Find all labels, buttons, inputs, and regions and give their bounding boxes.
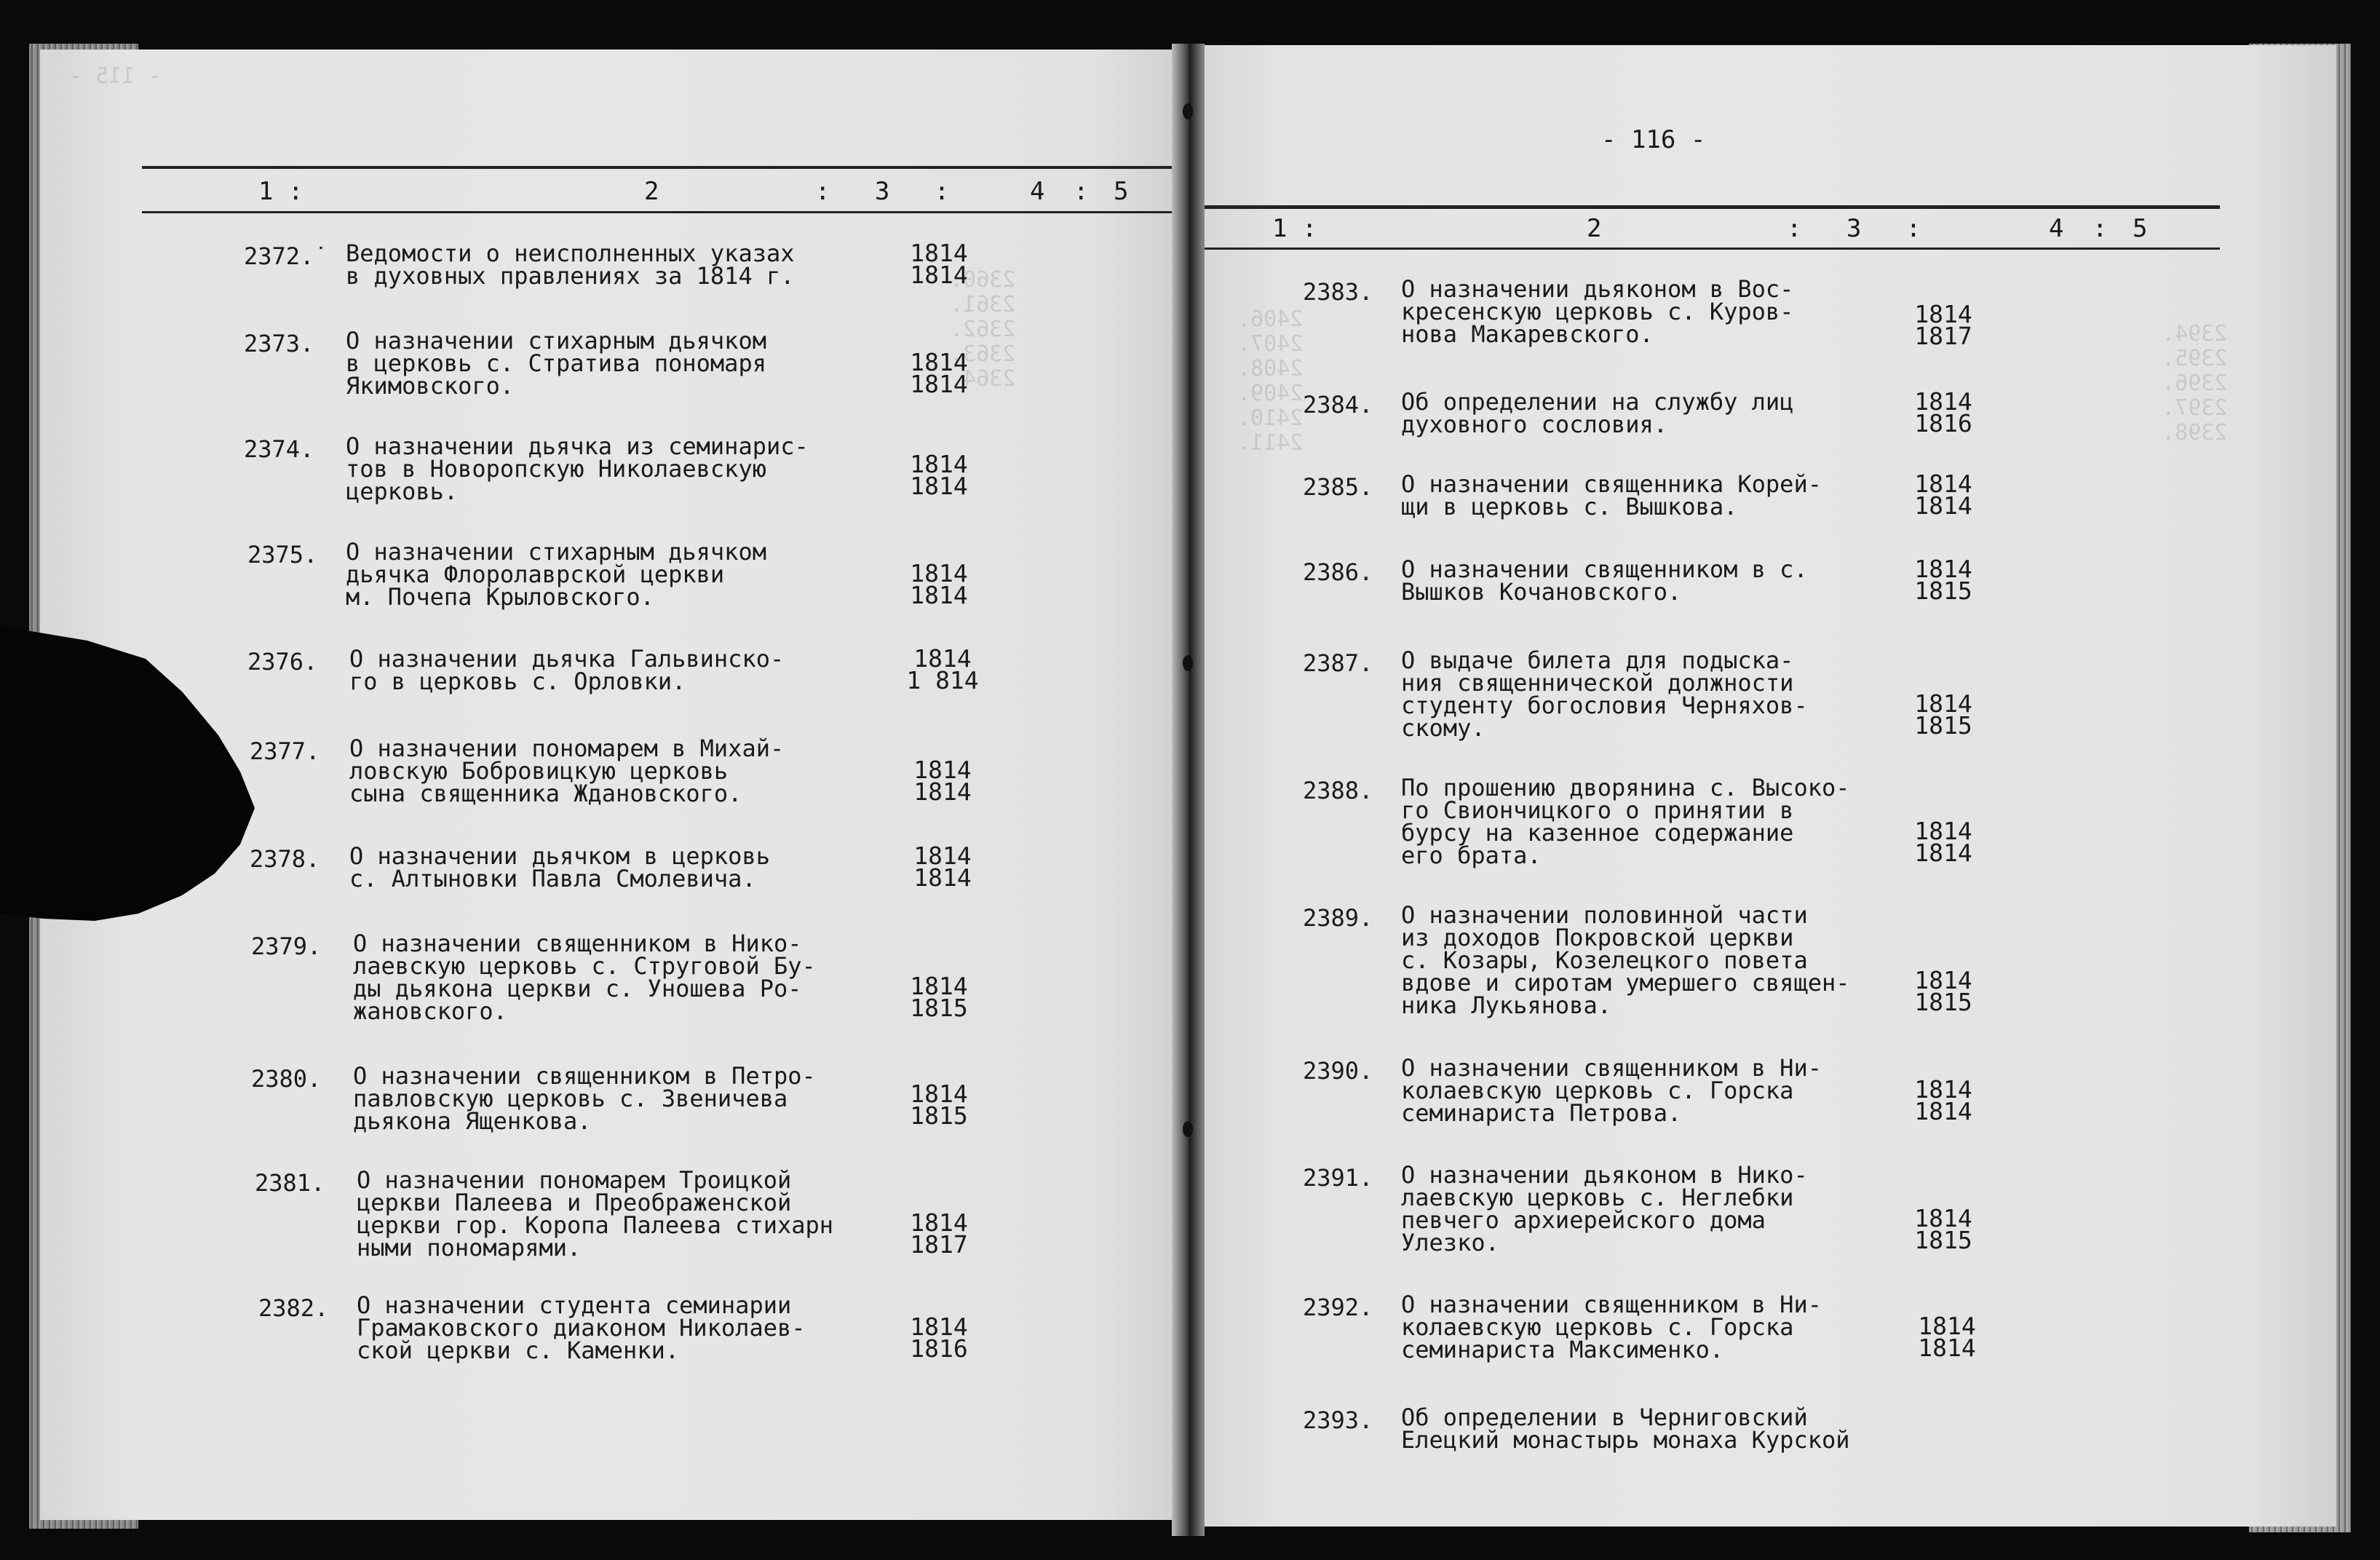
entry-title: По прошению дворянина с. Высоко- го Свиончицкого о принятии в бурсу на казенное содержание его брата.: [1401, 774, 1850, 869]
entry-number: 2373.: [244, 330, 314, 357]
entry-years: 1814 1817: [1914, 300, 1972, 350]
col-header-sep: :: [1074, 177, 1089, 206]
entry-title: О назначении священником в с. Вышков Кочановского.: [1401, 555, 1808, 606]
bleed-through-text: 2394. 2395. 2396. 2397. 2398.: [2162, 321, 2228, 446]
entry-years: 1814 1814: [910, 239, 968, 289]
entry-number: 2375.: [247, 541, 318, 569]
entry-number: 2374.: [244, 435, 314, 463]
col-header-3: : 3 :: [1787, 214, 1921, 243]
entry-title: О назначении студента семинарии Грамаковского диаконом Николаев- ской церкви с. Каменки.: [357, 1291, 806, 1364]
entry-years: 1814 1816: [1914, 387, 1972, 437]
entry-years: 1814 1817: [910, 1208, 968, 1259]
entry-number: 2389.: [1303, 904, 1373, 932]
entry-years: 1814 1814: [910, 559, 968, 609]
entry-number: 2391.: [1303, 1164, 1373, 1192]
entry-number: 2378.: [250, 845, 320, 873]
entry-number: 2380.: [251, 1065, 322, 1093]
entry-title: О назначении стихарным дьячком в церковь с. Стратива пономаря Якимовского.: [346, 327, 766, 400]
col-header-1: 1 :: [1272, 214, 1317, 243]
col-header-4: 4: [2049, 214, 2064, 243]
entry-years: 1814 1 814: [906, 644, 979, 694]
col-header-5: 5: [2133, 214, 2148, 243]
col-header-4: 4: [1030, 177, 1045, 206]
entry-number: 2382.: [258, 1294, 329, 1322]
entry-number: 2385.: [1303, 473, 1373, 501]
entry-years: 1814 1815: [910, 1080, 968, 1130]
entry-number: 2372.˙: [244, 242, 328, 270]
entry-title: О назначении пономарем в Михай- ловскую Бобровицкую церковь сына священника Ждановского.: [349, 735, 785, 807]
entry-title: О назначении дьячка из семинарис- тов в Новоропскую Николаевскую церковь.: [346, 432, 809, 505]
col-header-2: 2: [1587, 214, 1602, 243]
entry-title: О назначении половинной части из доходов Покровской церкви с. Козары, Козелецкого повета вдове и сиротам умершего священ- ника Лукьянова.: [1401, 901, 1850, 1019]
entry-years: 1814 1816: [910, 1312, 968, 1363]
bleed-through-text: 2360. 2361. 2362. 2363. 2364.: [950, 267, 1016, 392]
entry-years: 1814 1815: [1914, 1204, 1972, 1254]
entry-title: Ведомости о неисполненных указах в духовных правлениях за 1814 г.: [346, 239, 795, 290]
entry-number: 2388.: [1303, 777, 1373, 804]
entry-years: 1814 1814: [1914, 817, 1972, 867]
entry-title: О назначении священником в Ни- колаевскую церковь с. Горска семинариста Петрова.: [1401, 1054, 1822, 1127]
entry-years: 1814 1815: [1914, 555, 1972, 605]
entry-title: О назначении дьяконом в Вос- кресенскую церковь с. Куров- нова Макаревского.: [1401, 275, 1794, 348]
bleed-through-text: - 115 -: [69, 63, 608, 89]
entry-title: Об определении на службу лиц духовного сословия.: [1401, 388, 1794, 438]
entry-title: О выдаче билета для подыска- ния священнической должности студенту богословия Черняхов- скому.: [1401, 646, 1808, 742]
entry-years: 1814 1815: [910, 972, 968, 1022]
entry-number: 2387.: [1303, 649, 1373, 677]
entry-number: 2377.: [250, 737, 320, 765]
entry-years: 1814 1814: [1918, 1312, 1976, 1362]
entry-number: 2381.: [255, 1169, 325, 1197]
page-number: - 116 -: [1601, 125, 1706, 154]
torn-edge-path: [0, 626, 255, 921]
entry-number: 2392.: [1303, 1294, 1373, 1321]
entry-years: 1814 1815: [1914, 689, 1972, 740]
entry-years: 1814 1814: [910, 450, 968, 500]
entry-title: О назначении священником в Петро- павловскую церковь с. Звеничева дьякона Ященкова.: [353, 1062, 816, 1135]
entry-title: О назначении священником в Ни- колаевскую церковь с. Горска семинариста Максименко.: [1401, 1291, 1822, 1363]
entry-title: Об определении в Черниговский Елецкий монастырь монаха Курской: [1401, 1403, 1850, 1454]
entry-number: 2393.: [1303, 1406, 1373, 1434]
entry-title: О назначении священника Корей- щи в церковь с. Вышкова.: [1401, 470, 1822, 520]
col-header-sep: :: [2093, 214, 2108, 243]
entry-years: 1814 1815: [1914, 966, 1972, 1016]
entry-number: 2376.: [247, 648, 318, 676]
entry-number: 2384.: [1303, 391, 1373, 419]
col-header-2: 2: [644, 177, 659, 206]
entry-title: О назначении пономарем Троицкой церкви Палеева и Преображенской церкви гор. Коропа Палеева стихарн ными пономарями.: [357, 1166, 834, 1262]
entry-years: 1814 1814: [913, 842, 972, 892]
entry-number: 2386.: [1303, 558, 1373, 586]
entry-title: О назначении дьячка Гальвинско- го в церковь с. Орловки.: [349, 645, 785, 695]
entry-title: О назначении священником в Нико- лаевскую церковь с. Струговой Бу- ды дьякона церкви с. Уношева Ро- жановского.: [353, 930, 816, 1025]
bleed-through-text: 2406. 2407. 2408. 2409. 2410. 2411.: [1237, 306, 1304, 456]
entry-years: 1814 1814: [1914, 1075, 1972, 1125]
entry-number: 2379.: [251, 933, 322, 960]
entry-title: О назначении стихарным дьячком дьячка Флоролаврской церкви м. Почепа Крыловского.: [346, 538, 766, 611]
entry-years: 1814 1814: [910, 348, 968, 398]
col-header-1: 1 :: [258, 177, 304, 206]
entry-years: 1814 1814: [1914, 470, 1972, 520]
col-header-3: : 3 :: [815, 177, 950, 206]
col-header-5: 5: [1114, 177, 1129, 206]
entry-title: О назначении дьяконом в Нико- лаевскую церковь с. Неглебки певчего архиерейского дома Улезко.: [1401, 1161, 1808, 1256]
entry-title: О назначении дьячком в церковь с. Алтыновки Павла Смолевича.: [349, 842, 770, 892]
entry-number: 2390.: [1303, 1057, 1373, 1085]
entry-number: 2383.: [1303, 278, 1373, 306]
entry-years: 1814 1814: [913, 756, 972, 806]
